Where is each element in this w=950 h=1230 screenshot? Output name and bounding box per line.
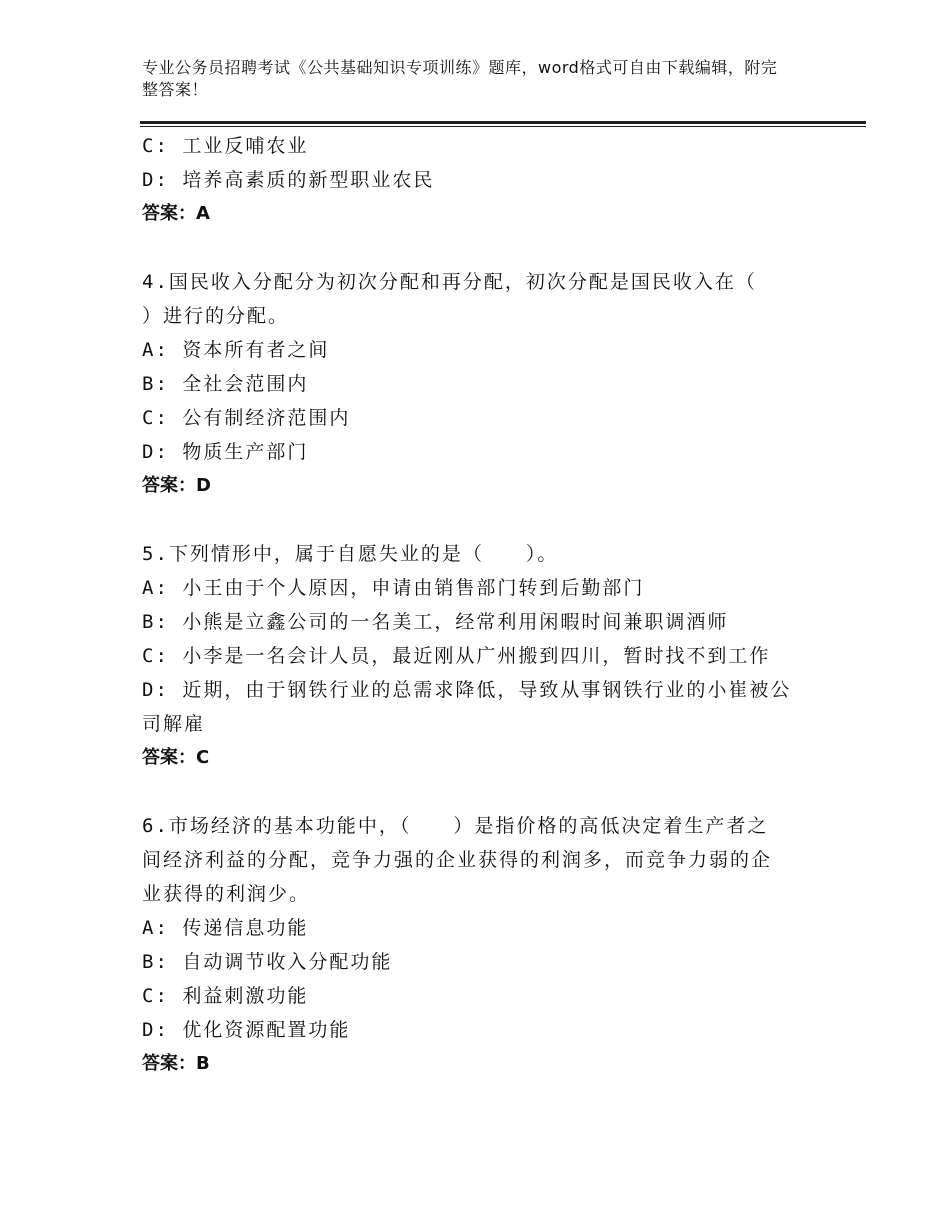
answer-line: 答案：D — [142, 475, 211, 496]
document-body — [142, 129, 812, 1081]
option-a: A: 传递信息功能 — [142, 917, 309, 939]
option-c: C: 小李是一名会计人员，最近刚从广州搬到四川，暂时找不到工作 — [142, 645, 771, 667]
option-a: A: 小王由于个人原因，申请由销售部门转到后勤部门 — [142, 577, 645, 599]
option-d: D: 近期，由于钢铁行业的总需求降低，导致从事钢铁行业的小崔被公 — [142, 679, 792, 701]
question-stem: 6.市场经济的基本功能中，（ ）是指价格的高低决定着生产者之 — [142, 815, 769, 837]
question-stem: 间经济利益的分配，竞争力强的企业获得的利润多，而竞争力弱的企 — [142, 849, 773, 871]
option-d: D: 物质生产部门 — [142, 441, 309, 463]
option-d: D: 优化资源配置功能 — [142, 1019, 351, 1041]
answer-line: 答案：B — [142, 1053, 210, 1074]
question-stem: ）进行的分配。 — [142, 305, 290, 327]
option-d: D: 培养高素质的新型职业农民 — [142, 169, 435, 191]
option-c: C: 公有制经济范围内 — [142, 407, 351, 429]
option-a: A: 资本所有者之间 — [142, 339, 330, 361]
question-stem: 4.国民收入分配分为初次分配和再分配，初次分配是国民收入在（ — [142, 271, 757, 293]
spacer — [142, 231, 812, 265]
spacer — [142, 775, 812, 809]
question-stem: 5.下列情形中，属于自愿失业的是（ ）。 — [142, 543, 559, 565]
option-c: C: 工业反哺农业 — [142, 135, 309, 157]
answer-line: 答案：A — [142, 203, 210, 224]
header-divider — [140, 121, 866, 127]
spacer — [142, 503, 812, 537]
answer-line: 答案：C — [142, 747, 210, 768]
option-c: C: 利益刺激功能 — [142, 985, 309, 1007]
option-b: B: 自动调节收入分配功能 — [142, 951, 393, 973]
question-stem: 业获得的利润少。 — [142, 883, 311, 905]
option-d-continued: 司解雇 — [142, 713, 206, 735]
page-header: 专业公务员招聘考试《公共基础知识专项训练》题库，word格式可自由下载编辑，附完整答案！ — [142, 58, 778, 99]
option-b: B: 小熊是立鑫公司的一名美工，经常利用闲暇时间兼职调酒师 — [142, 611, 729, 633]
option-b: B: 全社会范围内 — [142, 373, 309, 395]
